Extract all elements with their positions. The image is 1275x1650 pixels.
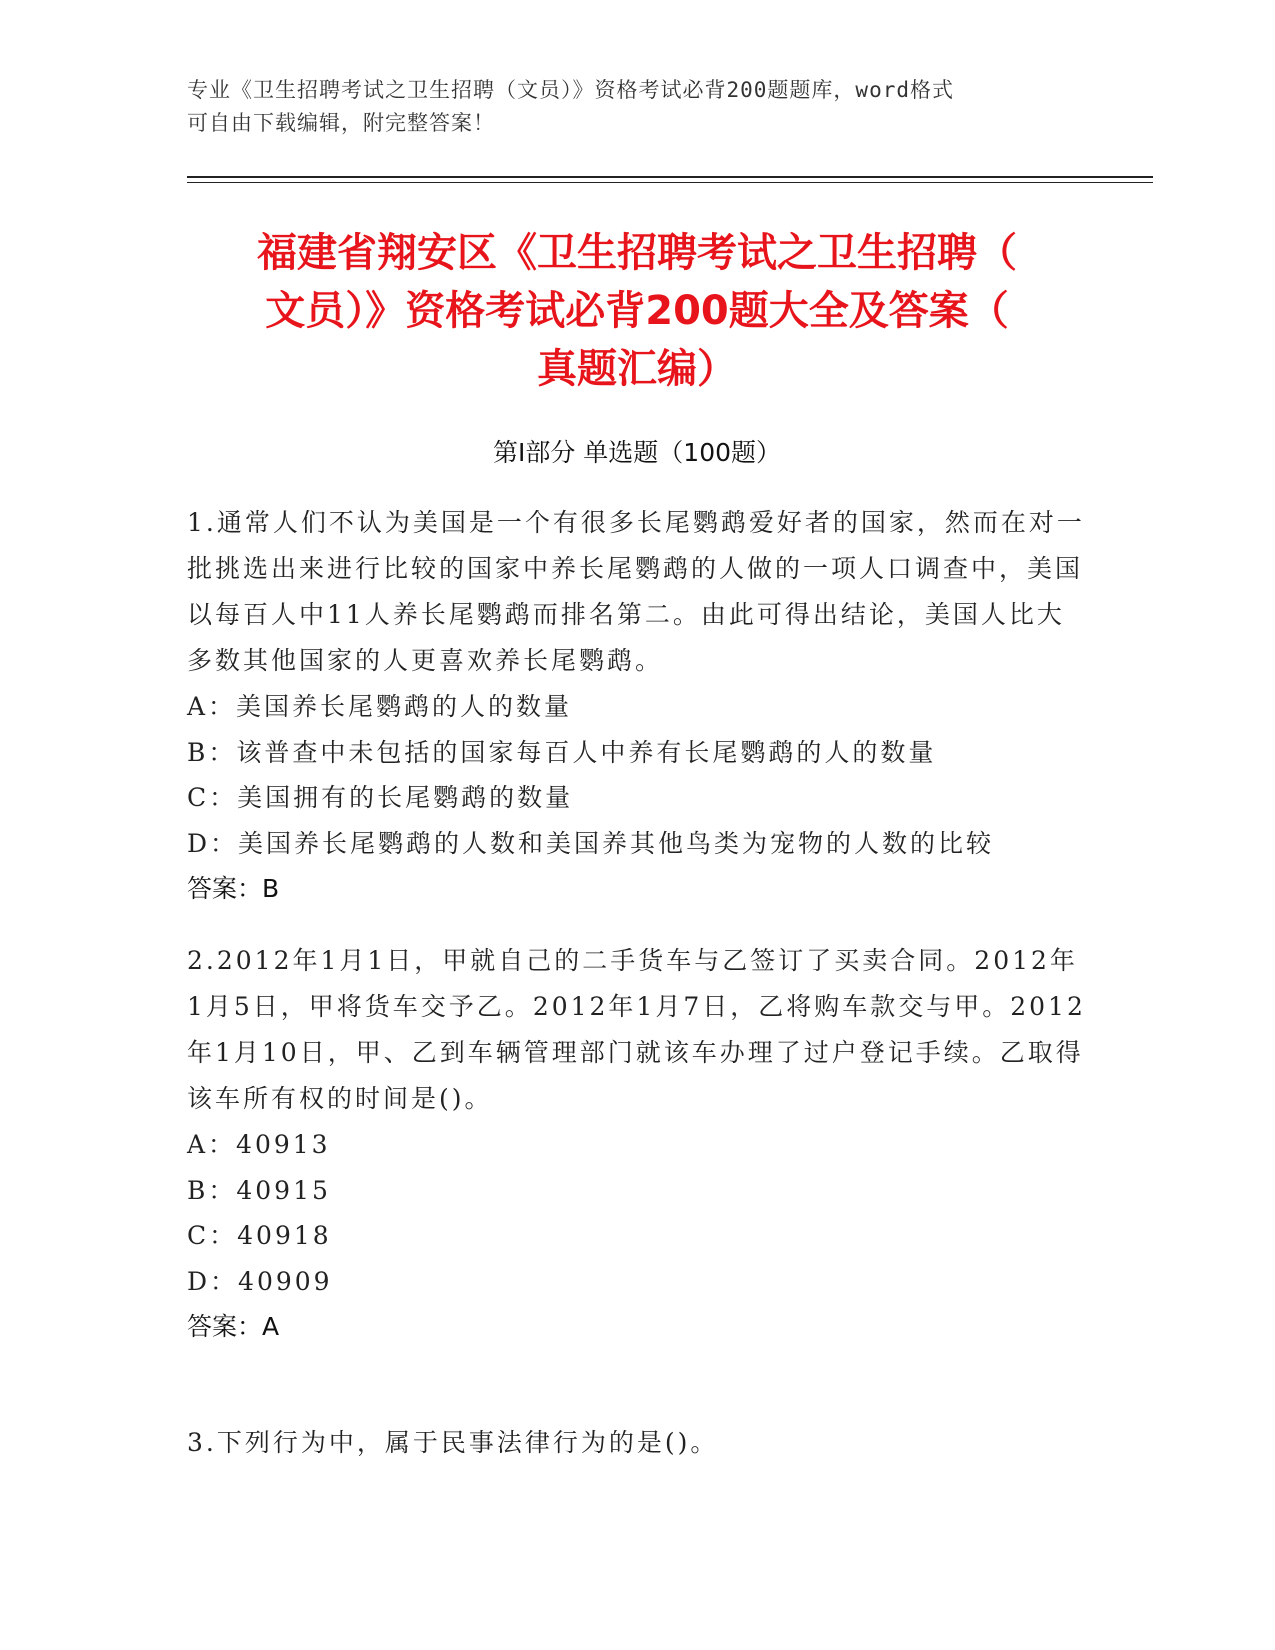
question-stem: 1.通常人们不认为美国是一个有很多长尾鹦鹉爱好者的国家，然而在对一批挑选出来进行比较的国家中养长尾鹦鹉的人做的一项人口调查中，美国以每百人中11人养长尾鹦鹉而排名第二。由此可得出结论，美国人比大多数其他国家的人更喜欢养长尾鹦鹉。 xyxy=(187,508,1085,675)
header-note-line-1: 专业《卫生招聘考试之卫生招聘（文员）》资格考试必背200题题库，word格式 xyxy=(187,78,954,102)
header-divider-thick xyxy=(187,176,1153,178)
option-b: B：40915 xyxy=(187,1175,331,1205)
document-title-line-1: 福建省翔安区《卫生招聘考试之卫生招聘（ xyxy=(257,230,1017,276)
header-divider-thin xyxy=(187,182,1153,183)
section-heading: 第I部分 单选题（100题） xyxy=(492,438,782,467)
document-title-line-2: 文员）》资格考试必背200题大全及答案（ xyxy=(265,288,1009,334)
answer: 答案：A xyxy=(187,1312,280,1341)
question-stem: 3.下列行为中，属于民事法律行为的是()。 xyxy=(187,1428,719,1457)
question-2 xyxy=(187,938,1087,1350)
option-d: D：美国养长尾鹦鹉的人数和美国养其他鸟类为宠物的人数的比较 xyxy=(187,828,995,858)
document-title xyxy=(187,224,1087,398)
option-c: C：美国拥有的长尾鹦鹉的数量 xyxy=(187,783,574,812)
option-a: A：美国养长尾鹦鹉的人的数量 xyxy=(187,692,573,721)
question-stem: 2.2012年1月1日，甲就自己的二手货车与乙签订了买卖合同。2012年1月5日，甲将货车交予乙。2012年1月7日，乙将购车款交与甲。2012年1月10日，甲、乙到车辆管理部门就该车办理了过户登记手续。乙取得该车所有权的时间是()。 xyxy=(187,946,1086,1113)
header-note-line-2: 可自由下载编辑，附完整答案！ xyxy=(187,111,495,135)
question-3 xyxy=(187,1420,1087,1466)
option-d: D：40909 xyxy=(187,1266,333,1296)
answer: 答案：B xyxy=(187,874,280,903)
question-1 xyxy=(187,500,1087,912)
option-a: A：40913 xyxy=(187,1130,331,1159)
document-title-line-3: 真题汇编） xyxy=(537,346,737,392)
option-c: C：40918 xyxy=(187,1221,332,1250)
option-b: B：该普查中未包括的国家每百人中养有长尾鹦鹉的人的数量 xyxy=(187,737,937,767)
header-note xyxy=(187,74,1067,140)
